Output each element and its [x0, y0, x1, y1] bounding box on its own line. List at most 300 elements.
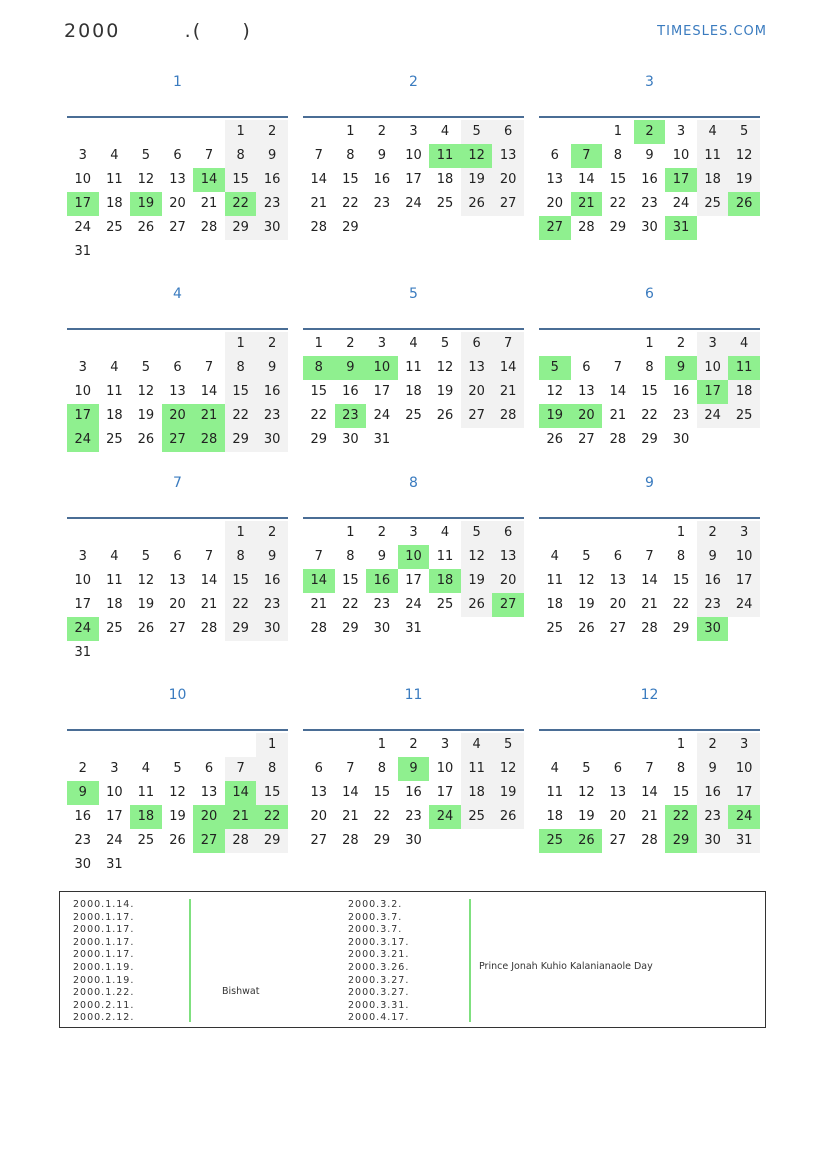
day-cell[interactable]: 13 [169, 573, 186, 588]
day-cell[interactable]: 12 [578, 573, 595, 588]
day-cell[interactable]: 9 [665, 356, 697, 380]
day-cell[interactable]: 7 [645, 549, 654, 564]
day-cell[interactable]: 20 [492, 569, 524, 593]
day-cell[interactable]: 20 [162, 404, 194, 428]
day-cell[interactable]: 5 [582, 549, 591, 564]
day-cell[interactable]: 6 [582, 360, 591, 375]
day-cell[interactable]: 7 [225, 757, 257, 781]
day-cell[interactable]: 23 [256, 404, 288, 428]
day-cell[interactable]: 17 [67, 192, 99, 216]
day-cell[interactable]: 13 [492, 144, 524, 168]
day-cell[interactable]: 17 [74, 597, 92, 612]
day-cell[interactable]: 4 [461, 733, 493, 757]
day-cell[interactable]: 28 [492, 404, 524, 428]
day-cell[interactable]: 4 [440, 525, 450, 540]
day-cell[interactable]: 4 [110, 549, 119, 564]
day-cell[interactable]: 27 [169, 621, 186, 636]
day-cell[interactable]: 11 [546, 785, 564, 800]
day-cell[interactable]: 20 [546, 196, 564, 211]
day-cell[interactable]: 22 [342, 597, 359, 612]
day-cell[interactable]: 28 [342, 833, 359, 848]
day-cell[interactable]: 18 [106, 196, 123, 211]
day-cell[interactable]: 9 [697, 545, 729, 569]
day-cell[interactable]: 7 [204, 549, 214, 564]
day-cell[interactable]: 29 [310, 432, 328, 447]
day-cell[interactable]: 13 [492, 545, 524, 569]
day-cell[interactable]: 20 [461, 380, 493, 404]
day-cell[interactable]: 10 [672, 148, 690, 163]
day-cell[interactable]: 28 [193, 428, 225, 452]
day-cell[interactable]: 24 [672, 196, 690, 211]
day-cell[interactable]: 1 [314, 336, 323, 351]
day-cell[interactable]: 28 [578, 220, 595, 235]
day-cell[interactable]: 19 [436, 384, 454, 399]
day-cell[interactable]: 29 [256, 829, 288, 853]
day-cell[interactable]: 1 [225, 332, 257, 356]
day-cell[interactable]: 8 [346, 549, 355, 564]
day-cell[interactable]: 5 [141, 360, 151, 375]
day-cell[interactable]: 2 [676, 336, 686, 351]
day-cell[interactable]: 29 [225, 617, 257, 641]
day-cell[interactable]: 24 [74, 220, 92, 235]
day-cell[interactable]: 11 [436, 549, 454, 564]
day-cell[interactable]: 31 [106, 857, 123, 872]
day-cell[interactable]: 12 [461, 545, 493, 569]
day-cell[interactable]: 22 [256, 805, 288, 829]
day-cell[interactable]: 21 [200, 196, 218, 211]
day-cell[interactable]: 5 [440, 336, 450, 351]
day-cell[interactable]: 26 [492, 805, 524, 829]
day-cell[interactable]: 16 [373, 172, 391, 187]
day-cell[interactable]: 14 [342, 785, 359, 800]
day-cell[interactable]: 24 [106, 833, 123, 848]
day-cell[interactable]: 12 [461, 144, 493, 168]
day-cell[interactable]: 29 [342, 220, 359, 235]
day-cell[interactable]: 28 [225, 829, 257, 853]
day-cell[interactable]: 19 [728, 168, 760, 192]
day-cell[interactable]: 30 [641, 220, 658, 235]
day-cell[interactable]: 22 [665, 805, 697, 829]
day-cell[interactable]: 19 [578, 809, 595, 824]
day-cell[interactable]: 1 [256, 733, 288, 757]
day-cell[interactable]: 3 [78, 360, 87, 375]
day-cell[interactable]: 20 [492, 168, 524, 192]
day-cell[interactable]: 23 [373, 597, 391, 612]
day-cell[interactable]: 26 [578, 621, 595, 636]
day-cell[interactable]: 19 [461, 569, 493, 593]
day-cell[interactable]: 21 [609, 408, 627, 423]
day-cell[interactable]: 16 [256, 569, 288, 593]
day-cell[interactable]: 6 [173, 360, 182, 375]
day-cell[interactable]: 29 [665, 829, 697, 853]
day-cell[interactable]: 16 [74, 809, 92, 824]
day-cell[interactable]: 15 [225, 569, 257, 593]
day-cell[interactable]: 23 [697, 805, 729, 829]
day-cell[interactable]: 1 [225, 521, 257, 545]
day-cell[interactable]: 28 [310, 621, 328, 636]
day-cell[interactable]: 11 [429, 144, 461, 168]
day-cell[interactable]: 3 [676, 124, 686, 139]
day-cell[interactable]: 22 [225, 192, 257, 216]
day-cell[interactable]: 31 [728, 829, 760, 853]
day-cell[interactable]: 9 [377, 148, 387, 163]
day-cell[interactable]: 7 [571, 144, 603, 168]
day-cell[interactable]: 27 [310, 833, 328, 848]
day-cell[interactable]: 14 [492, 356, 524, 380]
day-cell[interactable]: 26 [137, 621, 155, 636]
day-cell[interactable]: 7 [645, 761, 654, 776]
day-cell[interactable]: 17 [728, 569, 760, 593]
day-cell[interactable]: 30 [256, 617, 288, 641]
day-cell[interactable]: 4 [550, 761, 559, 776]
day-cell[interactable]: 7 [613, 360, 623, 375]
day-cell[interactable]: 8 [377, 761, 387, 776]
day-cell[interactable]: 28 [641, 833, 658, 848]
day-cell[interactable]: 24 [373, 408, 391, 423]
day-cell[interactable]: 15 [310, 384, 328, 399]
day-cell[interactable]: 4 [550, 549, 559, 564]
day-cell[interactable]: 5 [492, 733, 524, 757]
day-cell[interactable]: 17 [697, 380, 729, 404]
day-cell[interactable]: 18 [429, 569, 461, 593]
day-cell[interactable]: 21 [342, 809, 359, 824]
day-cell[interactable]: 28 [609, 432, 627, 447]
day-cell[interactable]: 16 [256, 168, 288, 192]
day-cell[interactable]: 11 [728, 356, 760, 380]
day-cell[interactable]: 21 [641, 597, 658, 612]
day-cell[interactable]: 11 [405, 360, 422, 375]
day-cell[interactable]: 9 [398, 757, 430, 781]
day-cell[interactable]: 6 [492, 521, 524, 545]
day-cell[interactable]: 23 [256, 192, 288, 216]
day-cell[interactable]: 13 [169, 384, 186, 399]
day-cell[interactable]: 29 [342, 621, 359, 636]
day-cell[interactable]: 15 [609, 172, 627, 187]
day-cell[interactable]: 24 [67, 617, 99, 641]
day-cell[interactable]: 24 [405, 597, 422, 612]
day-cell[interactable]: 8 [303, 356, 335, 380]
day-cell[interactable]: 1 [613, 124, 623, 139]
day-cell[interactable]: 23 [672, 408, 690, 423]
day-cell[interactable]: 24 [728, 805, 760, 829]
day-cell[interactable]: 21 [641, 809, 658, 824]
day-cell[interactable]: 12 [578, 785, 595, 800]
day-cell[interactable]: 13 [578, 384, 595, 399]
day-cell[interactable]: 13 [609, 785, 627, 800]
day-cell[interactable]: 21 [310, 196, 328, 211]
day-cell[interactable]: 25 [461, 805, 493, 829]
day-cell[interactable]: 8 [225, 144, 257, 168]
day-cell[interactable]: 2 [697, 521, 729, 545]
day-cell[interactable]: 3 [409, 124, 418, 139]
day-cell[interactable]: 8 [676, 761, 686, 776]
day-cell[interactable]: 17 [728, 781, 760, 805]
day-cell[interactable]: 21 [193, 404, 225, 428]
day-cell[interactable]: 25 [539, 829, 571, 853]
day-cell[interactable]: 29 [373, 833, 391, 848]
day-cell[interactable]: 7 [492, 332, 524, 356]
day-cell[interactable]: 9 [256, 144, 288, 168]
day-cell[interactable]: 6 [550, 148, 559, 163]
day-cell[interactable]: 17 [665, 168, 697, 192]
day-cell[interactable]: 27 [609, 833, 627, 848]
day-cell[interactable]: 27 [169, 220, 186, 235]
day-cell[interactable]: 5 [461, 521, 493, 545]
day-cell[interactable]: 8 [613, 148, 623, 163]
day-cell[interactable]: 10 [74, 573, 92, 588]
day-cell[interactable]: 13 [169, 172, 186, 187]
day-cell[interactable]: 12 [436, 360, 454, 375]
day-cell[interactable]: 19 [137, 408, 155, 423]
day-cell[interactable]: 30 [405, 833, 422, 848]
day-cell[interactable]: 4 [110, 148, 119, 163]
day-cell[interactable]: 10 [405, 148, 422, 163]
day-cell[interactable]: 4 [697, 120, 729, 144]
day-cell[interactable]: 30 [697, 617, 729, 641]
day-cell[interactable]: 7 [314, 549, 323, 564]
day-cell[interactable]: 14 [641, 573, 658, 588]
day-cell[interactable]: 5 [728, 120, 760, 144]
day-cell[interactable]: 2 [377, 525, 387, 540]
day-cell[interactable]: 3 [409, 525, 418, 540]
day-cell[interactable]: 14 [200, 573, 218, 588]
day-cell[interactable]: 23 [373, 196, 391, 211]
day-cell[interactable]: 16 [697, 569, 729, 593]
day-cell[interactable]: 17 [106, 809, 123, 824]
day-cell[interactable]: 26 [546, 432, 564, 447]
day-cell[interactable]: 28 [200, 220, 218, 235]
day-cell[interactable]: 14 [225, 781, 257, 805]
day-cell[interactable]: 26 [137, 432, 155, 447]
day-cell[interactable]: 30 [342, 432, 359, 447]
day-cell[interactable]: 6 [613, 549, 623, 564]
day-cell[interactable]: 10 [74, 172, 92, 187]
day-cell[interactable]: 30 [697, 829, 729, 853]
day-cell[interactable]: 2 [78, 761, 87, 776]
day-cell[interactable]: 27 [609, 621, 627, 636]
day-cell[interactable]: 11 [106, 384, 123, 399]
day-cell[interactable]: 29 [225, 216, 257, 240]
day-cell[interactable]: 26 [461, 192, 493, 216]
day-cell[interactable]: 15 [225, 380, 257, 404]
day-cell[interactable]: 19 [461, 168, 493, 192]
day-cell[interactable]: 15 [373, 785, 391, 800]
day-cell[interactable]: 8 [645, 360, 654, 375]
day-cell[interactable]: 27 [578, 432, 595, 447]
day-cell[interactable]: 15 [672, 573, 690, 588]
day-cell[interactable]: 21 [310, 597, 328, 612]
day-cell[interactable]: 11 [461, 757, 493, 781]
day-cell[interactable]: 7 [314, 148, 323, 163]
day-cell[interactable]: 7 [204, 148, 214, 163]
day-cell[interactable]: 6 [314, 761, 323, 776]
day-cell[interactable]: 26 [461, 593, 493, 617]
day-cell[interactable]: 18 [106, 597, 123, 612]
day-cell[interactable]: 30 [74, 857, 92, 872]
day-cell[interactable]: 4 [440, 124, 450, 139]
day-cell[interactable]: 12 [728, 144, 760, 168]
day-cell[interactable]: 14 [310, 172, 328, 187]
day-cell[interactable]: 28 [310, 220, 328, 235]
day-cell[interactable]: 3 [377, 336, 387, 351]
day-cell[interactable]: 9 [256, 356, 288, 380]
day-cell[interactable]: 10 [436, 761, 454, 776]
day-cell[interactable]: 8 [256, 757, 288, 781]
day-cell[interactable]: 24 [728, 593, 760, 617]
day-cell[interactable]: 24 [429, 805, 461, 829]
day-cell[interactable]: 7 [204, 360, 214, 375]
day-cell[interactable]: 6 [204, 761, 214, 776]
day-cell[interactable]: 23 [335, 404, 367, 428]
day-cell[interactable]: 17 [405, 172, 422, 187]
day-cell[interactable]: 21 [200, 597, 218, 612]
day-cell[interactable]: 15 [672, 785, 690, 800]
day-cell[interactable]: 4 [141, 761, 151, 776]
day-cell[interactable]: 19 [539, 404, 571, 428]
day-cell[interactable]: 1 [377, 737, 387, 752]
day-cell[interactable]: 29 [641, 432, 658, 447]
day-cell[interactable]: 23 [256, 593, 288, 617]
day-cell[interactable]: 25 [106, 220, 123, 235]
day-cell[interactable]: 13 [461, 356, 493, 380]
day-cell[interactable]: 18 [546, 809, 564, 824]
day-cell[interactable]: 14 [200, 384, 218, 399]
day-cell[interactable]: 18 [546, 597, 564, 612]
day-cell[interactable]: 28 [641, 621, 658, 636]
day-cell[interactable]: 21 [492, 380, 524, 404]
day-cell[interactable]: 10 [728, 545, 760, 569]
day-cell[interactable]: 8 [225, 545, 257, 569]
day-cell[interactable]: 3 [110, 761, 119, 776]
day-cell[interactable]: 9 [377, 549, 387, 564]
day-cell[interactable]: 14 [193, 168, 225, 192]
day-cell[interactable]: 1 [676, 525, 686, 540]
day-cell[interactable]: 12 [546, 384, 564, 399]
day-cell[interactable]: 16 [256, 380, 288, 404]
day-cell[interactable]: 2 [409, 737, 418, 752]
day-cell[interactable]: 8 [346, 148, 355, 163]
day-cell[interactable]: 2 [346, 336, 355, 351]
day-cell[interactable]: 19 [130, 192, 162, 216]
day-cell[interactable]: 27 [492, 593, 524, 617]
day-cell[interactable]: 9 [697, 757, 729, 781]
day-cell[interactable]: 25 [697, 192, 729, 216]
day-cell[interactable]: 18 [728, 380, 760, 404]
day-cell[interactable]: 4 [728, 332, 760, 356]
day-cell[interactable]: 26 [436, 408, 454, 423]
day-cell[interactable]: 30 [256, 428, 288, 452]
day-cell[interactable]: 5 [141, 549, 151, 564]
day-cell[interactable]: 18 [436, 172, 454, 187]
day-cell[interactable]: 25 [405, 408, 422, 423]
day-cell[interactable]: 15 [342, 172, 359, 187]
day-cell[interactable]: 16 [405, 785, 422, 800]
day-cell[interactable]: 8 [225, 356, 257, 380]
day-cell[interactable]: 10 [697, 356, 729, 380]
day-cell[interactable]: 27 [539, 216, 571, 240]
day-cell[interactable]: 1 [346, 525, 355, 540]
day-cell[interactable]: 6 [492, 120, 524, 144]
day-cell[interactable]: 9 [335, 356, 367, 380]
day-cell[interactable]: 12 [492, 757, 524, 781]
day-cell[interactable]: 11 [106, 573, 123, 588]
day-cell[interactable]: 23 [641, 196, 658, 211]
day-cell[interactable]: 10 [398, 545, 430, 569]
day-cell[interactable]: 23 [405, 809, 422, 824]
day-cell[interactable]: 1 [225, 120, 257, 144]
day-cell[interactable]: 13 [310, 785, 328, 800]
day-cell[interactable]: 9 [256, 545, 288, 569]
day-cell[interactable]: 23 [74, 833, 92, 848]
day-cell[interactable]: 10 [728, 757, 760, 781]
day-cell[interactable]: 11 [697, 144, 729, 168]
day-cell[interactable]: 22 [373, 809, 391, 824]
day-cell[interactable]: 13 [609, 573, 627, 588]
day-cell[interactable]: 14 [609, 384, 627, 399]
day-cell[interactable]: 2 [256, 332, 288, 356]
day-cell[interactable]: 5 [141, 148, 151, 163]
day-cell[interactable]: 27 [492, 192, 524, 216]
day-cell[interactable]: 18 [130, 805, 162, 829]
day-cell[interactable]: 6 [173, 148, 182, 163]
day-cell[interactable]: 16 [641, 172, 658, 187]
day-cell[interactable]: 18 [106, 408, 123, 423]
day-cell[interactable]: 23 [697, 593, 729, 617]
day-cell[interactable]: 26 [571, 829, 603, 853]
day-cell[interactable]: 31 [373, 432, 391, 447]
day-cell[interactable]: 22 [225, 404, 257, 428]
day-cell[interactable]: 1 [645, 336, 654, 351]
day-cell[interactable]: 20 [609, 809, 627, 824]
day-cell[interactable]: 11 [137, 785, 155, 800]
day-cell[interactable]: 15 [342, 573, 359, 588]
day-cell[interactable]: 15 [225, 168, 257, 192]
day-cell[interactable]: 22 [609, 196, 627, 211]
day-cell[interactable]: 4 [110, 360, 119, 375]
day-cell[interactable]: 12 [137, 573, 155, 588]
day-cell[interactable]: 1 [676, 737, 686, 752]
day-cell[interactable]: 29 [672, 621, 690, 636]
day-cell[interactable]: 8 [676, 549, 686, 564]
day-cell[interactable]: 24 [405, 196, 422, 211]
day-cell[interactable]: 16 [672, 384, 690, 399]
day-cell[interactable]: 29 [609, 220, 627, 235]
day-cell[interactable]: 29 [225, 428, 257, 452]
site-logo[interactable]: TIMESLES.COM [657, 24, 767, 39]
day-cell[interactable]: 27 [193, 829, 225, 853]
day-cell[interactable]: 22 [672, 597, 690, 612]
day-cell[interactable]: 24 [697, 404, 729, 428]
day-cell[interactable]: 3 [78, 148, 87, 163]
day-cell[interactable]: 2 [377, 124, 387, 139]
day-cell[interactable]: 25 [106, 621, 123, 636]
day-cell[interactable]: 22 [342, 196, 359, 211]
day-cell[interactable]: 12 [169, 785, 186, 800]
day-cell[interactable]: 5 [461, 120, 493, 144]
day-cell[interactable]: 22 [641, 408, 658, 423]
day-cell[interactable]: 20 [310, 809, 328, 824]
day-cell[interactable]: 14 [578, 172, 595, 187]
day-cell[interactable]: 2 [256, 521, 288, 545]
day-cell[interactable]: 30 [256, 216, 288, 240]
day-cell[interactable]: 17 [67, 404, 99, 428]
day-cell[interactable]: 31 [405, 621, 422, 636]
day-cell[interactable]: 26 [169, 833, 186, 848]
day-cell[interactable]: 2 [634, 120, 666, 144]
day-cell[interactable]: 20 [169, 196, 186, 211]
day-cell[interactable]: 21 [225, 805, 257, 829]
day-cell[interactable]: 22 [225, 593, 257, 617]
